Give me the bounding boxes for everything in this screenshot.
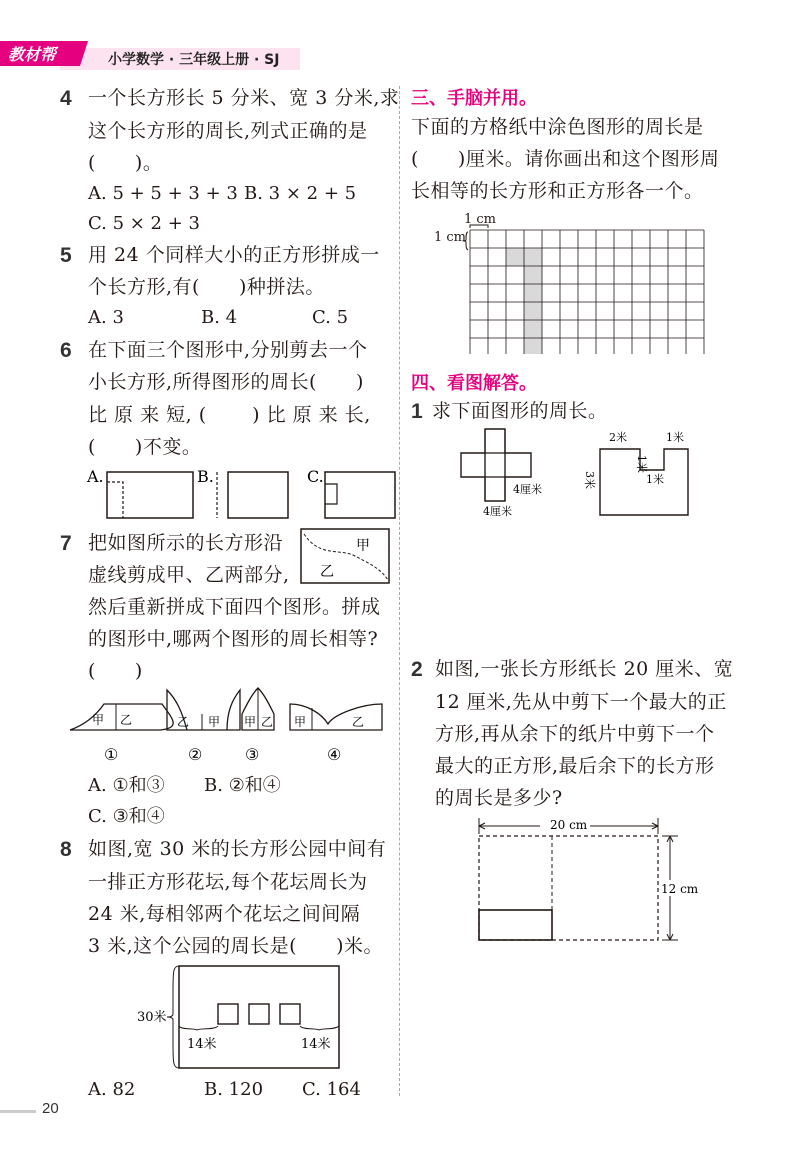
shape4-label-yi: 乙 [352,715,365,729]
shaded-cell [524,338,542,354]
question-text: 求下面图形的周长。 [432,400,608,422]
option: C. 164 [302,1079,361,1100]
shaded-cell [524,266,542,284]
question-text: 在下面三个图形中,分别剪去一个 [88,339,368,361]
question-number: 8 [60,838,72,861]
question-text: ( ) [88,660,143,682]
footer-bar [0,1110,36,1113]
label-jia: 甲 [356,538,370,554]
shape-number-2: ② [188,745,203,764]
label-1m-top: 1米 [666,431,684,444]
cross-figure [455,425,555,521]
question-text: 方形,再从余下的纸片中剪下一个 [435,723,715,745]
question-number: 1 [411,400,423,423]
question-text: 把如图所示的长方形沿 [88,532,284,554]
fig-label-c: C. [307,467,324,486]
label-1m-side: 1米 [635,455,648,473]
option: C. 5 × 2 + 3 [88,213,200,234]
shaded-cell [524,302,542,320]
notched-figure [578,425,698,521]
shape3-label-yi: 乙 [261,715,274,729]
cut-a [107,482,123,518]
section-title: 三、手脑并用。 [411,88,537,109]
grid-paper [462,222,717,354]
question-text: 比 原 来 短, ( ) 比 原 来 长, [88,404,371,426]
shape3-label-jia: 甲 [244,715,257,729]
section-text: 下面的方格纸中涂色图形的周长是 [411,116,704,138]
question-text: ( )不变。 [88,436,202,458]
grid-unit-label-left: 1 cm [434,230,467,245]
rect-a [107,472,193,518]
q8-park-figure [135,962,345,1074]
label-3m: 3米 [583,471,596,489]
label-14m-right: 14米 [301,1037,331,1052]
paper-figure [470,814,710,944]
rect-c [325,472,395,518]
rect-b [228,472,288,518]
option: A. 82 [88,1079,136,1100]
shaded-cell [524,248,542,266]
shape-number-3: ③ [245,745,260,764]
column-divider [399,86,400,1096]
question-number: 4 [60,87,72,110]
option: C. 5 [312,307,349,328]
question-text: 然后重新拼成下面四个图形。拼成 [88,596,381,618]
shape1-label-jia: 甲 [92,713,105,727]
question-text: 一排正方形花坛,每个花坛周长为 [88,871,368,893]
question-text: ( )。 [88,152,163,174]
question-text: 如图,一张长方形纸长 20 厘米、宽 [435,658,734,680]
fig-label-a: A. [87,467,104,486]
question-text: 一个长方形长 5 分米、宽 3 分米,求 [88,87,400,109]
shaded-cell [524,320,542,338]
option: B. 4 [201,307,238,328]
question-text: 这个长方形的周长,列式正确的是 [88,120,368,142]
option: A. ①和③ [88,775,165,796]
option: B. 120 [204,1079,264,1100]
question-number: 2 [411,658,423,681]
label-1m-bottom: 1米 [646,473,664,486]
question-text: 小长方形,所得图形的周长( ) [88,371,364,393]
shape-number-4: ④ [327,745,342,764]
label-4cm-right: 4厘米 [513,483,542,496]
option: C. ③和④ [88,806,165,827]
option: A. 5 + 5 + 3 + 3 [88,183,238,204]
shaded-cell [506,248,524,266]
shape2-label-yi: 乙 [177,715,190,729]
question-text: 如图,宽 30 米的长方形公园中间有 [88,838,387,860]
shaded-cell [524,284,542,302]
q6-figures [85,462,400,524]
question-number: 7 [60,532,72,555]
option: A. 3 [88,307,124,328]
grid-unit-label-top: 1 cm [464,212,497,227]
question-number: 6 [60,339,72,362]
question-text: 虚线剪成甲、乙两部分, [88,564,290,586]
shape-number-1: ① [104,745,119,764]
header-badge: 教材帮 [8,45,57,64]
label-yi: 乙 [320,564,334,580]
header [0,38,320,72]
shape1-label-yi: 乙 [120,713,133,727]
q7-rect-figure [300,528,392,586]
label-4cm-bottom: 4厘米 [483,505,512,518]
question-text: 3 米,这个公园的周长是( )米。 [88,935,383,957]
label-2m: 2米 [609,431,627,444]
label-30m: 30米 [137,1010,167,1025]
question-number: 5 [60,244,72,267]
option: B. ②和④ [204,775,281,796]
question-text: 12 厘米,先从中剪下一个最大的正 [435,691,727,713]
shape2-label-jia: 甲 [208,715,221,729]
question-text: 用 24 个同样大小的正方形拼成一 [88,244,380,266]
section-text: ( )厘米。请你画出和这个图形周 [411,148,720,170]
page-number: 20 [42,1100,59,1117]
question-text: 24 米,每相邻两个花坛之间间隔 [88,903,361,925]
cut-c [325,484,337,504]
question-text: 个长方形,有( )种拼法。 [88,276,325,298]
label-20cm: 20 cm [550,818,588,832]
section-text: 长相等的长方形和正方形各一个。 [411,180,704,202]
shape4-label-jia: 甲 [294,715,307,729]
option: B. 3 × 2 + 5 [244,183,357,204]
label-12cm: 12 cm [661,882,699,896]
q7-shapes [62,684,392,768]
section-title: 四、看图解答。 [411,373,537,394]
question-text: 最大的正方形,最后余下的长方形 [435,755,715,777]
grid-lines [470,230,704,354]
question-text: 的周长是多少? [435,787,563,809]
label-14m-left: 14米 [187,1037,217,1052]
header-title: 小学数学 · 三年级上册 · SJ [108,52,280,68]
question-text: 的图形中,哪两个图形的周长相等? [88,628,379,650]
fig-label-b: B. [197,467,214,486]
